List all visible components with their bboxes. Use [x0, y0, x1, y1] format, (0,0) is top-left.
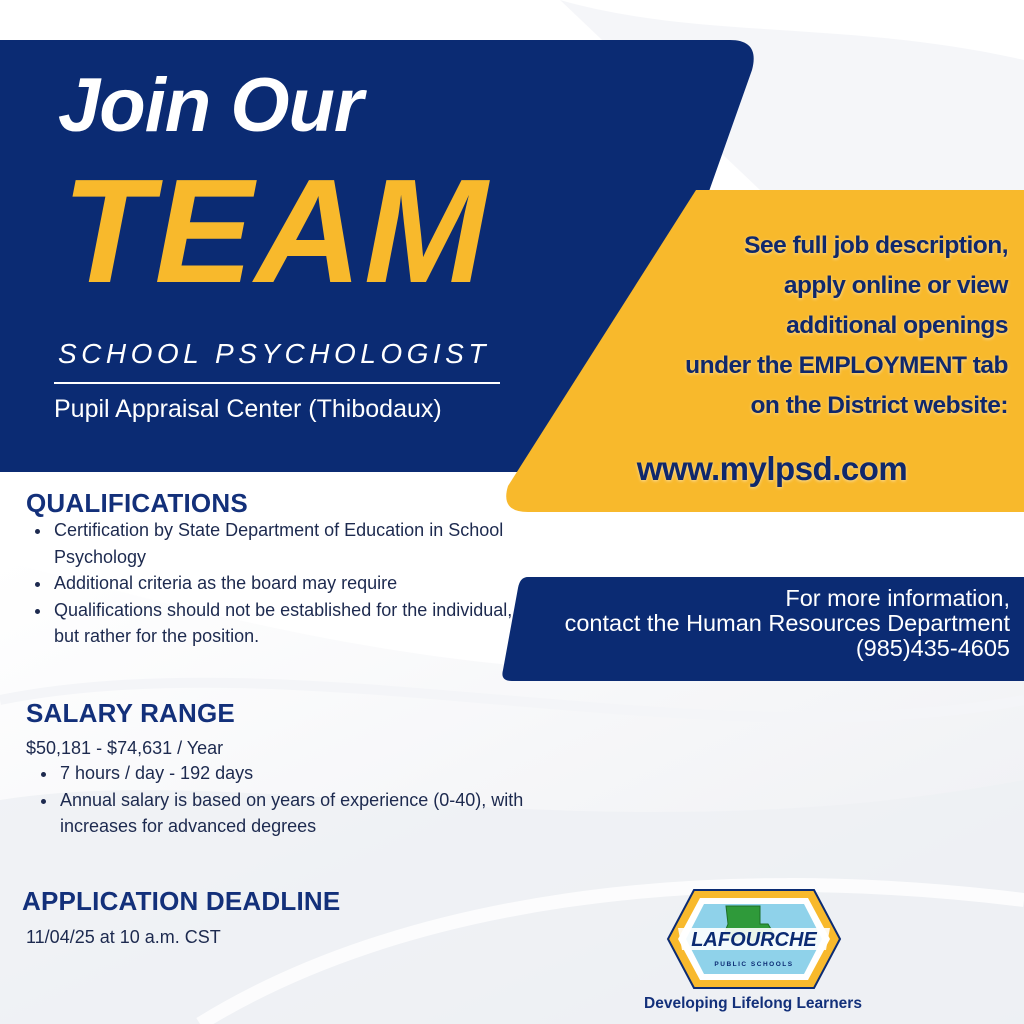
apply-line: on the District website:: [750, 392, 1008, 419]
logo-tagline: Developing Lifelong Learners: [644, 995, 862, 1012]
list-item: • 7 hours / day - 192 days: [58, 760, 578, 787]
list-item: • Qualifications should not be established for the individual, but rather for the position.: [52, 597, 522, 650]
qualifications-list: [26, 517, 522, 650]
apply-line: See full job description,: [744, 232, 1008, 259]
website-link[interactable]: www.mylpsd.com: [636, 450, 908, 487]
apply-line: additional openings: [786, 312, 1008, 339]
salary-heading: SALARY RANGE: [26, 698, 235, 728]
lafourche-logo: [664, 884, 844, 994]
contact-info: [510, 586, 1010, 661]
list-item: • Certification by State Department of Education in School Psychology: [52, 517, 522, 570]
list-item: • Annual salary is based on years of experience (0-40), with increases for advanced degrees: [58, 787, 578, 840]
apply-line: apply online or view: [783, 272, 1008, 299]
list-item: • Additional criteria as the board may require: [52, 570, 522, 597]
contact-phone[interactable]: (985)435-4605: [855, 635, 1010, 661]
deadline-heading: APPLICATION DEADLINE: [22, 886, 341, 916]
logo-sub: PUBLIC SCHOOLS: [714, 961, 794, 968]
job-title: SCHOOL PSYCHOLOGIST: [58, 338, 490, 369]
hero-divider: [54, 382, 500, 384]
apply-line: under the EMPLOYMENT tab: [685, 352, 1008, 379]
qualifications-heading: QUALIFICATIONS: [26, 488, 248, 518]
apply-instructions: [628, 226, 1008, 426]
logo-name: LAFOURCHE: [691, 929, 817, 951]
salary-range: $50,181 - $74,631 / Year: [26, 738, 224, 758]
salary-details-list: [32, 760, 578, 840]
contact-line: For more information,: [785, 585, 1010, 611]
job-location: Pupil Appraisal Center (Thibodaux): [54, 395, 442, 423]
hero-title-team: TEAM: [62, 149, 490, 314]
hero-title-join: Join Our: [58, 63, 363, 148]
contact-line: contact the Human Resources Department: [564, 610, 1010, 636]
deadline-date: 11/04/25 at 10 a.m. CST: [26, 927, 221, 947]
